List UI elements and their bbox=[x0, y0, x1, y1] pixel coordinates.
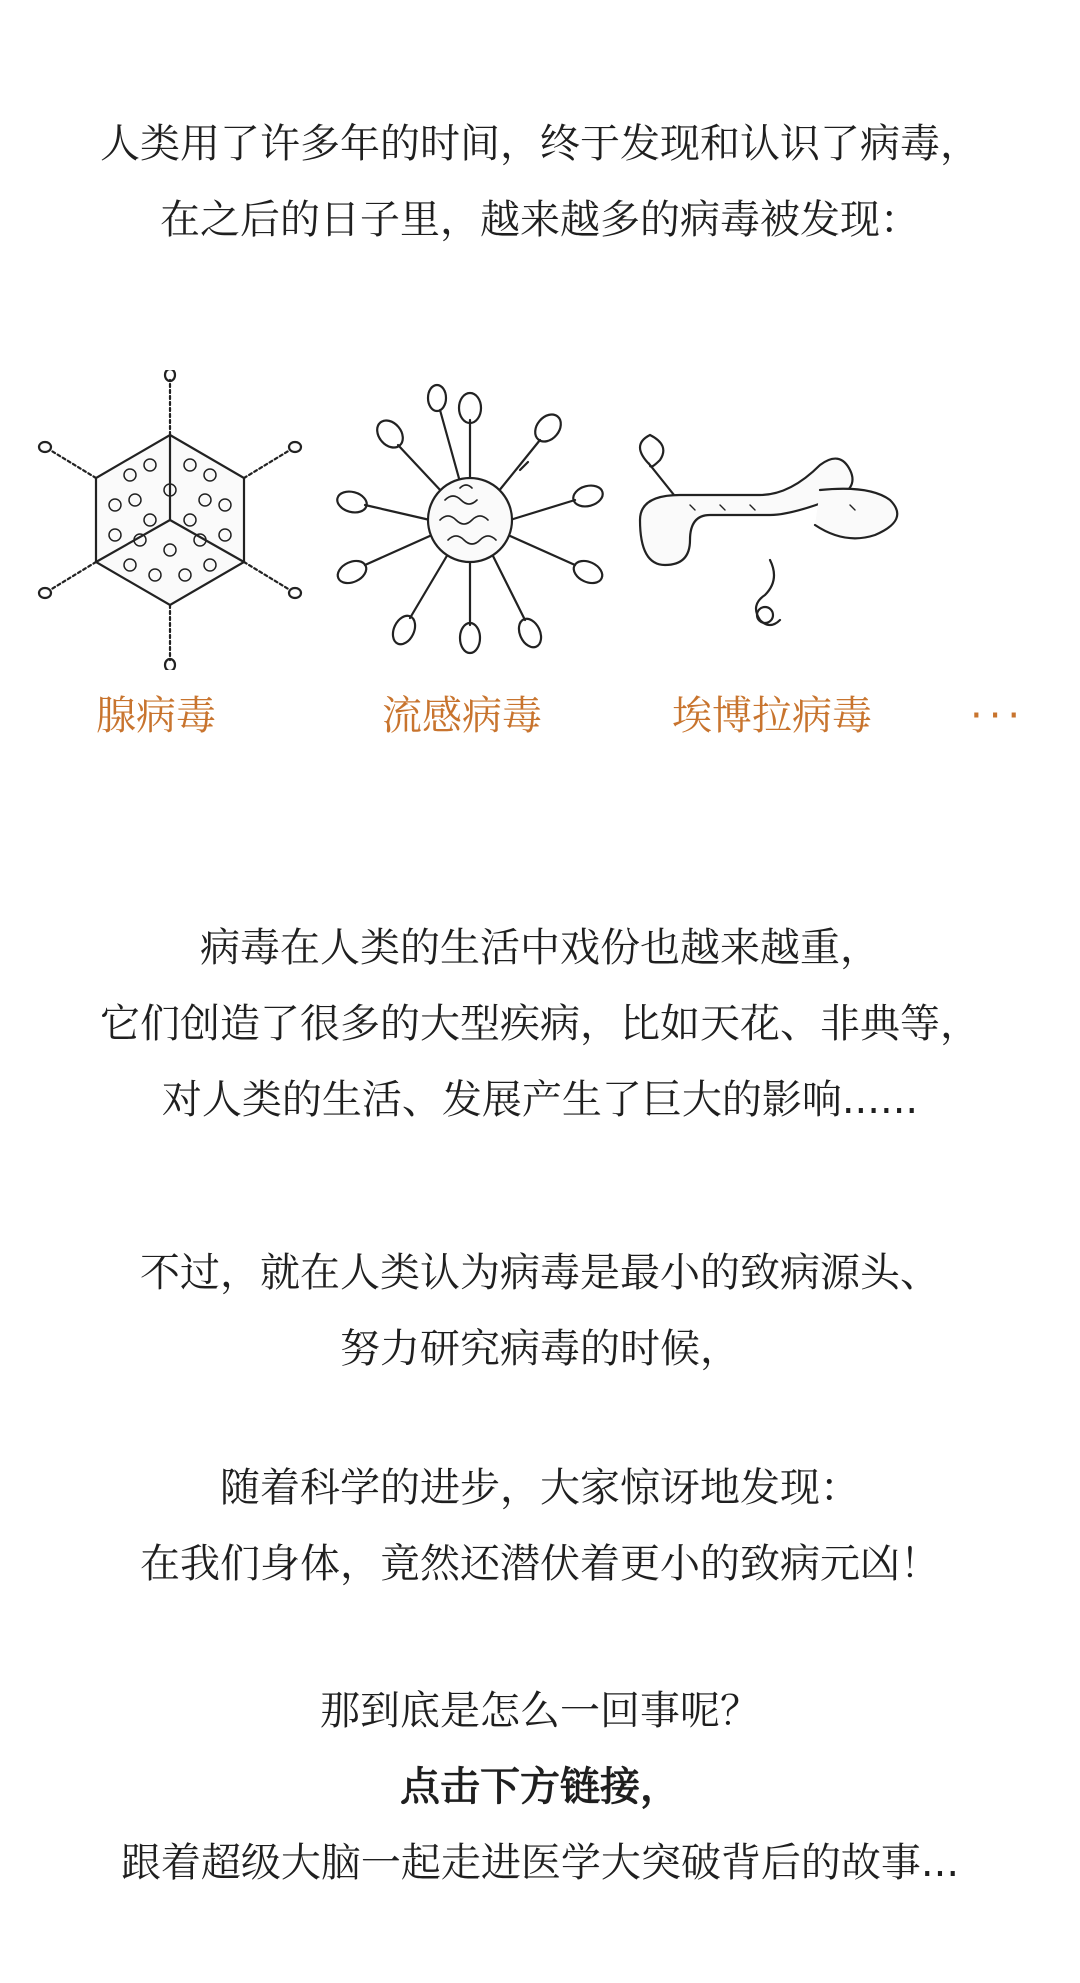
impact-line-2: 它们创造了很多的大型疾病，比如天花、非典等， bbox=[100, 1001, 980, 1047]
impact-line-3: 对人类的生活、发展产生了巨大的影响...... bbox=[161, 1077, 919, 1123]
closing-line-3: 跟着超级大脑一起走进医学大突破背后的故事... bbox=[120, 1840, 960, 1886]
virus-label-influenza: 流感病毒 bbox=[382, 693, 542, 739]
however-line-1: 不过，就在人类认为病毒是最小的致病源头、 bbox=[140, 1250, 940, 1296]
discovery-line-1: 随着科学的进步，大家惊讶地发现： bbox=[220, 1465, 860, 1511]
virus-label-more-ellipsis: ··· bbox=[970, 693, 1027, 739]
impact-paragraph bbox=[0, 910, 1080, 1138]
ebola-virus-icon bbox=[620, 370, 900, 670]
however-line-2: 努力研究病毒的时候， bbox=[340, 1326, 740, 1372]
intro-paragraph bbox=[0, 106, 1080, 258]
intro-line-1: 人类用了许多年的时间，终于发现和认识了病毒， bbox=[100, 121, 980, 167]
closing-line-1: 那到底是怎么一回事呢？ bbox=[320, 1688, 760, 1734]
closing-paragraph bbox=[0, 1673, 1080, 1901]
adenovirus-icon bbox=[30, 370, 310, 670]
discovery-line-2: 在我们身体，竟然还潜伏着更小的致病元凶！ bbox=[140, 1541, 940, 1587]
click-link-prompt: 点击下方链接， bbox=[400, 1764, 680, 1810]
virus-label-adenovirus: 腺病毒 bbox=[96, 693, 216, 739]
however-paragraph bbox=[0, 1235, 1080, 1387]
discovery-paragraph bbox=[0, 1450, 1080, 1602]
intro-line-2: 在之后的日子里，越来越多的病毒被发现： bbox=[160, 197, 920, 243]
virus-label-ebola: 埃博拉病毒 bbox=[672, 693, 872, 739]
impact-line-1: 病毒在人类的生活中戏份也越来越重， bbox=[200, 925, 880, 971]
influenza-virus-icon bbox=[330, 370, 610, 670]
virus-illustration-row bbox=[0, 370, 1080, 770]
